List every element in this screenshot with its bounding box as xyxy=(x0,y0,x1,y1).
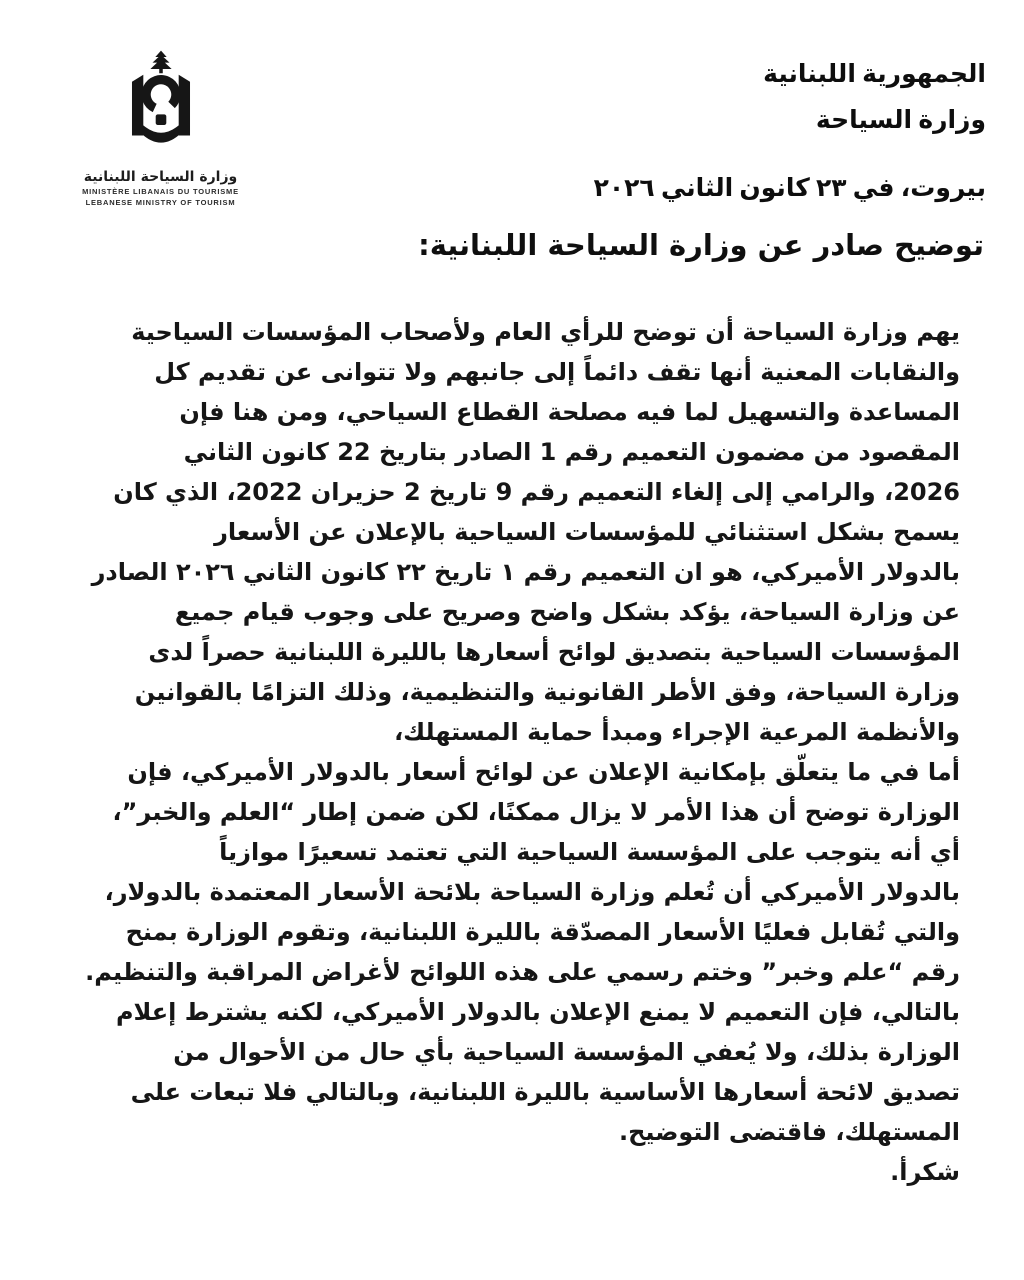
body-text-line: شكرأ. xyxy=(890,1158,960,1186)
body-text-line: بالدولار الأميركي، هو ان التعميم رقم ١ تاريخ ٢٢ كانون الثاني ٢٠٢٦ الصادر xyxy=(91,558,960,586)
body-text-line: والنقابات المعنية أنها تقف دائماً إلى جانبهم ولا تتوانى عن تقديم كل xyxy=(154,358,960,386)
body-text-line: الوزارة توضح أن هذا الأمر لا يزال ممكنًا، لكن ضمن إطار “العلم والخبر”، xyxy=(112,798,960,826)
ministry-logo xyxy=(68,48,253,208)
body-text-line: 2026، والرامي إلى إلغاء التعميم رقم 9 تاريخ 2 حزيران 2022، الذي كان xyxy=(113,478,960,506)
body-text-line: المقصود من مضمون التعميم رقم 1 الصادر بتاريخ 22 كانون الثاني xyxy=(183,438,960,466)
body-text-line: بالدولار الأميركي أن تُعلم وزارة السياحة بلائحة الأسعار المعتمدة بالدولار، xyxy=(104,878,960,906)
logo-caption-english: LEBANESE MINISTRY OF TOURISM xyxy=(85,198,236,207)
body-text-line: يسمح بشكل استثنائي للمؤسسات السياحية بالإعلان عن الأسعار xyxy=(214,518,960,546)
body-text-line: المساعدة والتسهيل لما فيه مصلحة القطاع السياحي، ومن هنا فإن xyxy=(179,398,960,426)
body-text-line: والأنظمة المرعية الإجراء ومبدأ حماية المستهلك، xyxy=(394,718,960,746)
logo-caption-arabic: وزارة السياحة اللبنانية xyxy=(83,169,238,185)
body-text-line: عن وزارة السياحة، يؤكد بشكل واضح وصريح على وجوب قيام جميع xyxy=(174,598,960,626)
body-text-line: الوزارة بذلك، ولا يُعفي المؤسسة السياحية بأي حال من الأحوال من xyxy=(173,1038,960,1066)
body-text-line: أي أنه يتوجب على المؤسسة السياحية التي تعتمد تسعيرًا موازياً xyxy=(219,838,960,866)
body-text-line: تصديق لائحة أسعارها الأساسية بالليرة اللبنانية، وبالتالي فلا تبعات على xyxy=(130,1078,960,1106)
body-text-line: وزارة السياحة، وفق الأطر القانونية والتنظيمية، وذلك التزامًا بالقوانين xyxy=(134,678,960,706)
body-text-line: يهم وزارة السياحة أن توضح للرأي العام ولأصحاب المؤسسات السياحية xyxy=(131,318,960,346)
body-text-line: المؤسسات السياحية بتصديق لوائح أسعارها بالليرة اللبنانية حصراً لدى xyxy=(148,638,960,666)
ministry-name: وزارة السياحة xyxy=(815,107,986,134)
logo-caption-french: MINISTÈRE LIBANAIS DU TOURISME xyxy=(82,187,239,196)
body-text-line: والتي تُقابل فعليًا الأسعار المصدّقة بالليرة اللبنانية، وتقوم الوزارة بمنح xyxy=(125,918,960,946)
cedar-tree-icon xyxy=(150,51,171,74)
body-text-line: المستهلك، فاقتضى التوضيح. xyxy=(618,1118,960,1146)
republic-name: الجمهورية اللبنانية xyxy=(763,61,986,88)
lebanon-calligraphy-icon xyxy=(115,48,207,158)
body-text-line: بالتالي، فإن التعميم لا يمنع الإعلان بالدولار الأميركي، لكنه يشترط إعلام xyxy=(115,998,960,1026)
letterhead xyxy=(594,52,986,212)
statement-title: توضيح صادر عن وزارة السياحة اللبنانية: xyxy=(418,228,984,262)
body-text-line: رقم “علم وخبر” وختم رسمي على هذه اللوائح لأغراض المراقبة والتنظيم. xyxy=(85,958,960,986)
date-line: بيروت، في ٢٣ كانون الثاني ٢٠٢٦ xyxy=(593,175,986,202)
statement-body xyxy=(40,312,960,1192)
body-text-line: أما في ما يتعلّق بإمكانية الإعلان عن لوائح أسعار بالدولار الأميركي، فإن xyxy=(127,758,960,786)
